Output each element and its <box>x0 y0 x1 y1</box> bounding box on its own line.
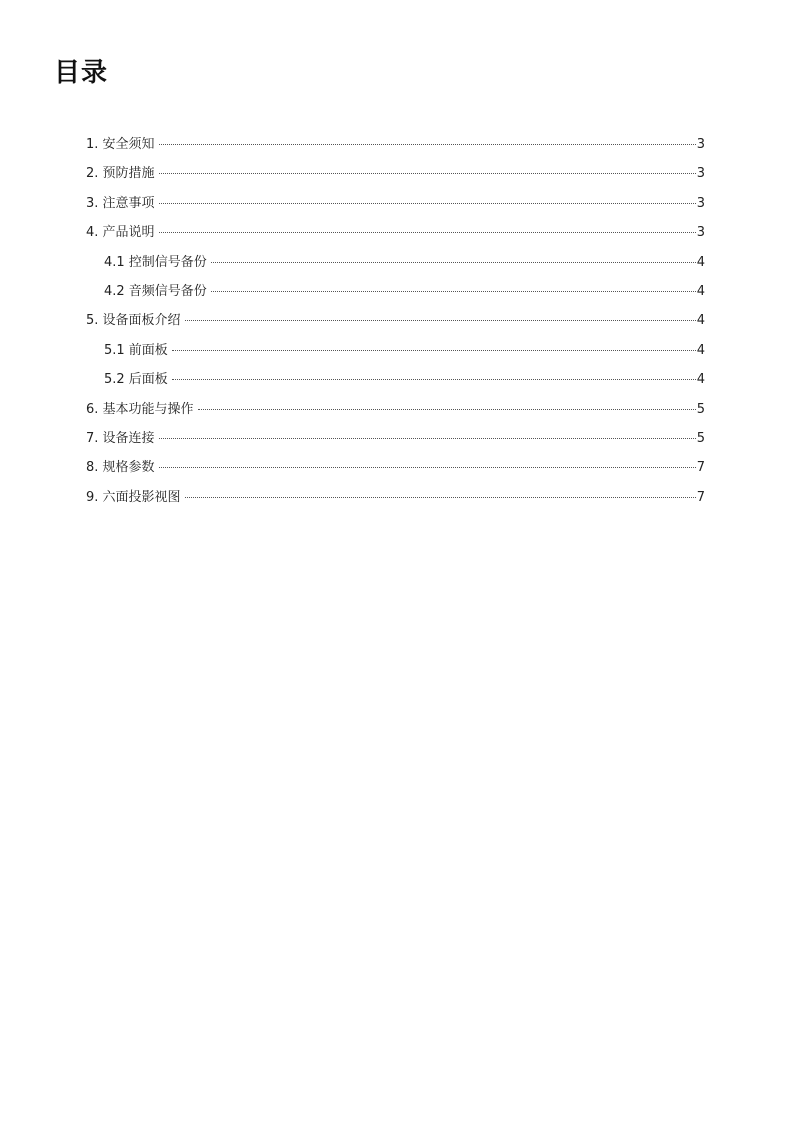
toc-item-label: 5. 设备面板介绍 <box>86 313 181 329</box>
toc-item-3-notes[interactable] <box>86 189 705 218</box>
toc-item-label: 5.2 后面板 <box>104 372 168 388</box>
toc-item-9-six-view-projection[interactable] <box>86 483 705 512</box>
toc-item-label: 8. 规格参数 <box>86 460 155 476</box>
toc-leader-dots <box>159 203 696 204</box>
toc-item-page: 4 <box>696 313 705 329</box>
toc-item-label: 1. 安全须知 <box>86 137 155 152</box>
toc-item-page: 4 <box>696 283 705 299</box>
toc-item-label: 3. 注意事项 <box>86 195 155 211</box>
toc-item-label: 9. 六面投影视图 <box>86 489 181 505</box>
toc-item-label: 4.1 控制信号备份 <box>104 254 207 270</box>
toc-leader-dots <box>159 467 696 468</box>
toc-item-4-product-description[interactable] <box>86 218 705 247</box>
toc-leader-dots <box>172 350 696 351</box>
toc-leader-dots <box>211 291 696 292</box>
toc-item-page: 7 <box>696 460 705 476</box>
toc-item-page: 4 <box>696 342 705 358</box>
toc-leader-dots <box>211 262 696 263</box>
toc-title: 目录 <box>54 58 109 88</box>
toc-item-page: 4 <box>696 254 705 270</box>
toc-leader-dots <box>159 438 696 439</box>
toc-item-page: 3 <box>696 166 705 182</box>
toc-item-5-1-front-panel[interactable] <box>86 336 705 365</box>
toc-item-6-basic-functions[interactable] <box>86 395 705 424</box>
toc-item-page: 4 <box>696 372 705 388</box>
toc-item-page: 7 <box>696 489 705 505</box>
toc-leader-dots <box>159 144 696 145</box>
toc-item-page: 3 <box>696 137 705 152</box>
toc-item-8-specifications[interactable] <box>86 453 705 482</box>
toc-item-1-safety[interactable] <box>86 130 705 159</box>
toc-item-label: 7. 设备连接 <box>86 430 155 446</box>
toc-leader-dots <box>185 320 696 321</box>
toc-item-label: 6. 基本功能与操作 <box>86 401 194 417</box>
toc-item-page: 3 <box>696 225 705 241</box>
toc-leader-dots <box>185 497 696 498</box>
toc-item-label: 4.2 音频信号备份 <box>104 283 207 299</box>
toc-leader-dots <box>159 232 696 233</box>
toc-item-page: 3 <box>696 195 705 211</box>
toc-item-2-precautions[interactable] <box>86 159 705 188</box>
toc-item-page: 5 <box>696 401 705 417</box>
toc-item-label: 5.1 前面板 <box>104 342 168 358</box>
toc-item-5-panel-introduction[interactable] <box>86 306 705 335</box>
toc-item-7-device-connection[interactable] <box>86 424 705 453</box>
toc-item-4-1-control-signal-backup[interactable] <box>86 248 705 277</box>
toc-item-page: 5 <box>696 430 705 446</box>
toc-leader-dots <box>159 173 696 174</box>
toc-item-label: 4. 产品说明 <box>86 225 155 241</box>
toc-item-5-2-rear-panel[interactable] <box>86 365 705 394</box>
toc-item-4-2-audio-signal-backup[interactable] <box>86 277 705 306</box>
toc-item-label: 2. 预防措施 <box>86 166 155 182</box>
toc-leader-dots <box>198 409 696 410</box>
toc-leader-dots <box>172 379 696 380</box>
toc-list <box>86 130 705 512</box>
